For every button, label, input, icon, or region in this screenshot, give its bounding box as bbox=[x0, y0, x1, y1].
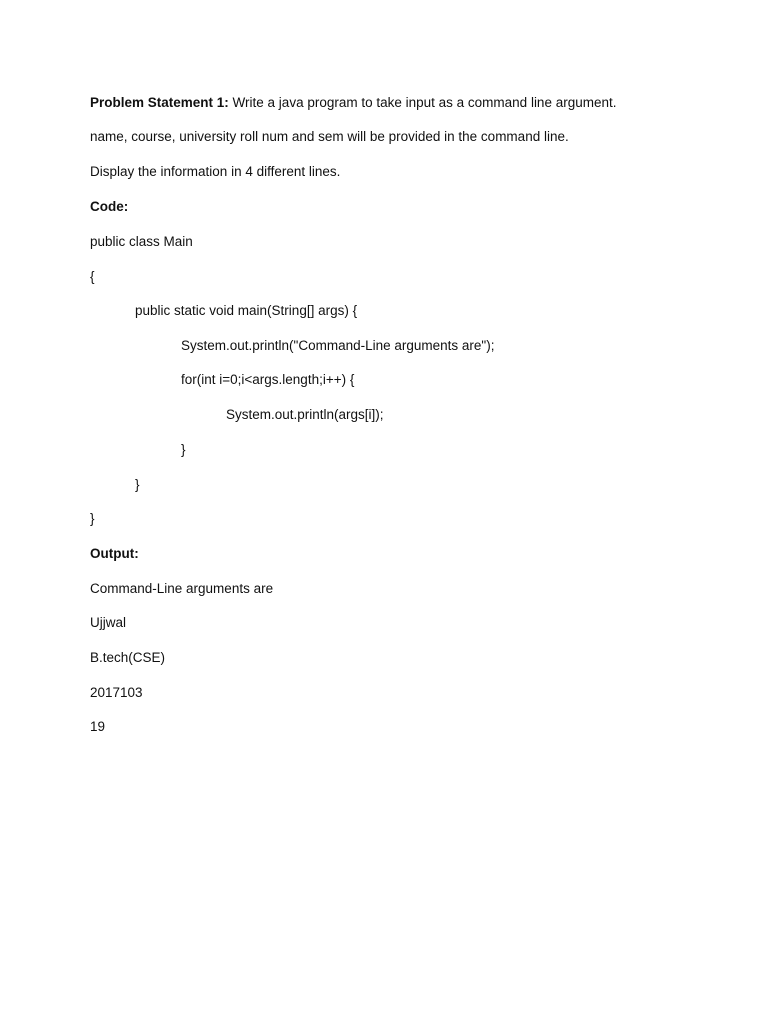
problem-detail-line: name, course, university roll num and sem will be provided in the command line. bbox=[90, 129, 569, 144]
code-heading: Code: bbox=[90, 199, 129, 214]
code-line: } bbox=[90, 511, 95, 526]
output-line: 19 bbox=[90, 719, 106, 734]
code-line: public class Main bbox=[90, 234, 193, 249]
output-line: 2017103 bbox=[90, 685, 143, 700]
problem-statement bbox=[90, 94, 617, 112]
code-line: public static void main(String[] args) { bbox=[135, 303, 358, 318]
output-line: Command-Line arguments are bbox=[90, 581, 274, 596]
code-line: { bbox=[90, 269, 95, 284]
problem-statement-text: Write a java program to take input as a command line argument. bbox=[228, 95, 617, 110]
output-heading: Output: bbox=[90, 546, 139, 561]
problem-display-line: Display the information in 4 different lines. bbox=[90, 164, 341, 179]
problem-statement-label: Problem Statement 1: bbox=[90, 95, 229, 110]
output-line: Ujjwal bbox=[90, 615, 127, 630]
code-line: for(int i=0;i<args.length;i++) { bbox=[181, 372, 355, 387]
code-line: System.out.println(args[i]); bbox=[226, 407, 384, 422]
code-line: } bbox=[181, 442, 186, 457]
output-line: B.tech(CSE) bbox=[90, 650, 166, 665]
code-line: } bbox=[135, 477, 140, 492]
code-line: System.out.println("Command-Line arguments are"); bbox=[181, 338, 495, 353]
